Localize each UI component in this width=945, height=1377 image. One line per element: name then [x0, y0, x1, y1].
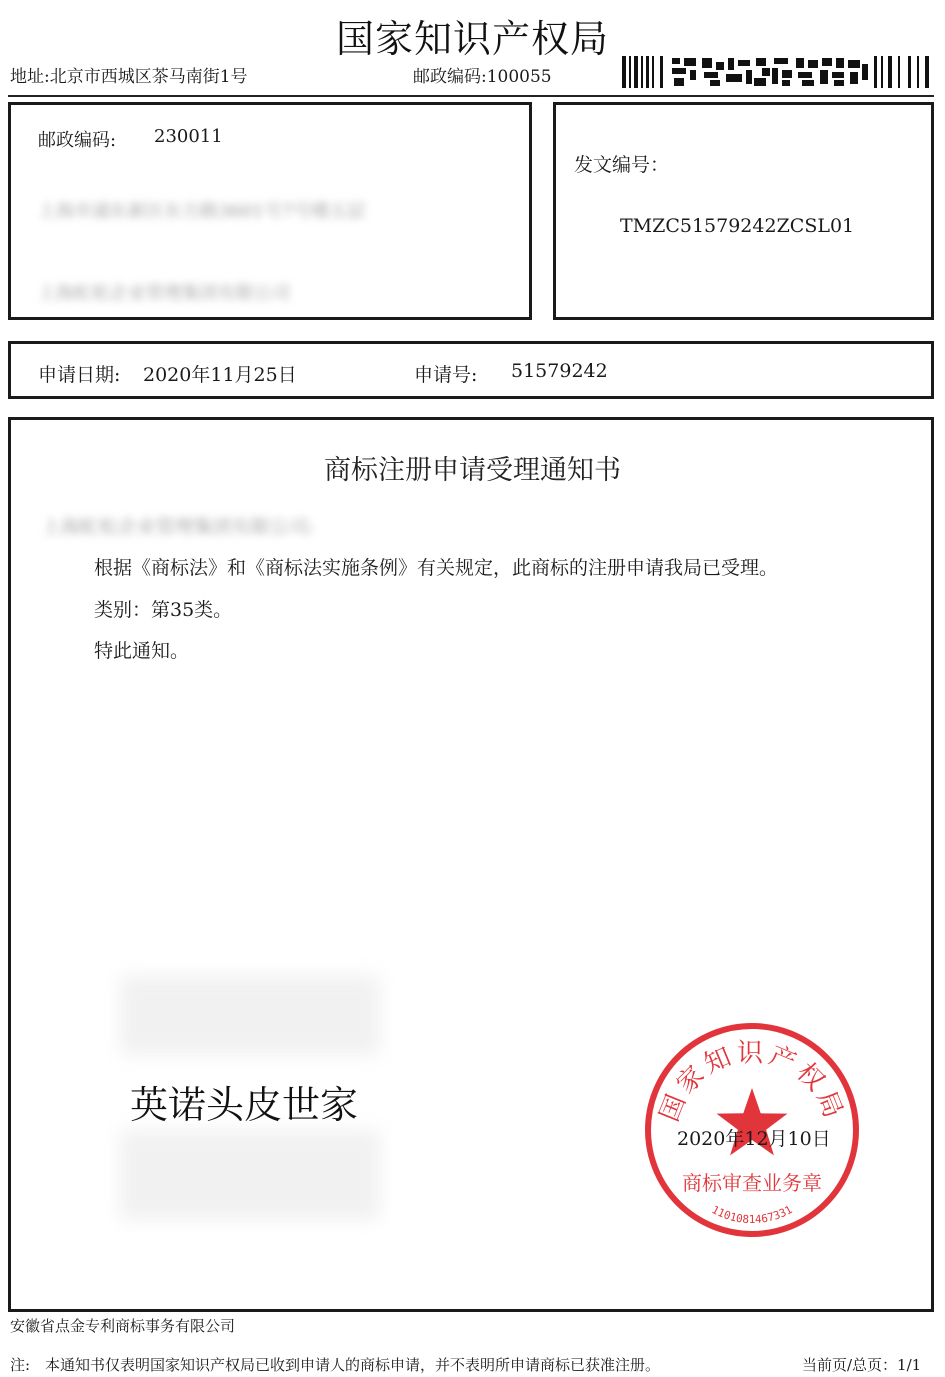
- header-divider: [8, 95, 934, 97]
- document-number-label: 发文编号：: [574, 154, 670, 176]
- application-date-value: 2020年11月25日: [143, 364, 297, 386]
- trademark-specimen: 英诺头皮世家: [130, 1083, 359, 1127]
- footer-note-label: 注:: [10, 1356, 31, 1374]
- seal-org: 国家知识产权局: [654, 1038, 850, 1126]
- page-title: 国家知识产权局: [335, 17, 609, 61]
- notice-closing: 特此通知。: [94, 640, 190, 662]
- office-postcode: 邮政编码:100055: [413, 67, 552, 87]
- application-info-row: [8, 341, 934, 399]
- trademark-smudge-lower: [120, 1130, 380, 1220]
- seal-number: 1101081467331: [709, 1203, 795, 1227]
- application-number-label: 申请号:: [414, 364, 478, 386]
- notice-category: 类别：第35类。: [94, 599, 233, 621]
- notice-body: 根据《商标法》和《商标法实施条例》有关规定，此商标的注册申请我局已受理。: [94, 557, 779, 579]
- page-indicator: 当前页/总页：1/1: [802, 1356, 922, 1374]
- notice-date: 2020年12月10日: [677, 1128, 831, 1150]
- recipient-postcode-label: 邮政编码:: [38, 130, 117, 151]
- application-number-value: 51579242: [511, 360, 608, 382]
- agency-name: 安徽省点金专利商标事务有限公司: [10, 1317, 236, 1335]
- recipient-postcode-value: 230011: [154, 126, 223, 147]
- office-address: 地址:北京市西城区茶马南街1号: [10, 67, 248, 87]
- seal-department: 商标审查业务章: [682, 1171, 822, 1195]
- footer-note: 本通知书仅表明国家知识产权局已收到申请人的商标申请，并不表明所申请商标已获准注册。: [45, 1356, 661, 1374]
- notice-title: 商标注册申请受理通知书: [324, 455, 621, 486]
- notice-addressee: 上海虹松企业管理集团有限公司:: [42, 516, 315, 538]
- recipient-company: 上海虹松企业管理集团有限公司: [38, 283, 290, 304]
- document-number-value: TMZC51579242ZCSL01: [620, 215, 855, 237]
- svg-text:1101081467331: [710, 1203, 795, 1226]
- recipient-address: 上海市浦东新区东方路3601号7号楼五层: [38, 201, 366, 222]
- trademark-smudge: [120, 975, 380, 1055]
- document-number-box: [553, 102, 934, 320]
- recipient-box: [8, 102, 532, 320]
- barcode-icon: [622, 54, 934, 90]
- application-date-label: 申请日期:: [38, 364, 121, 386]
